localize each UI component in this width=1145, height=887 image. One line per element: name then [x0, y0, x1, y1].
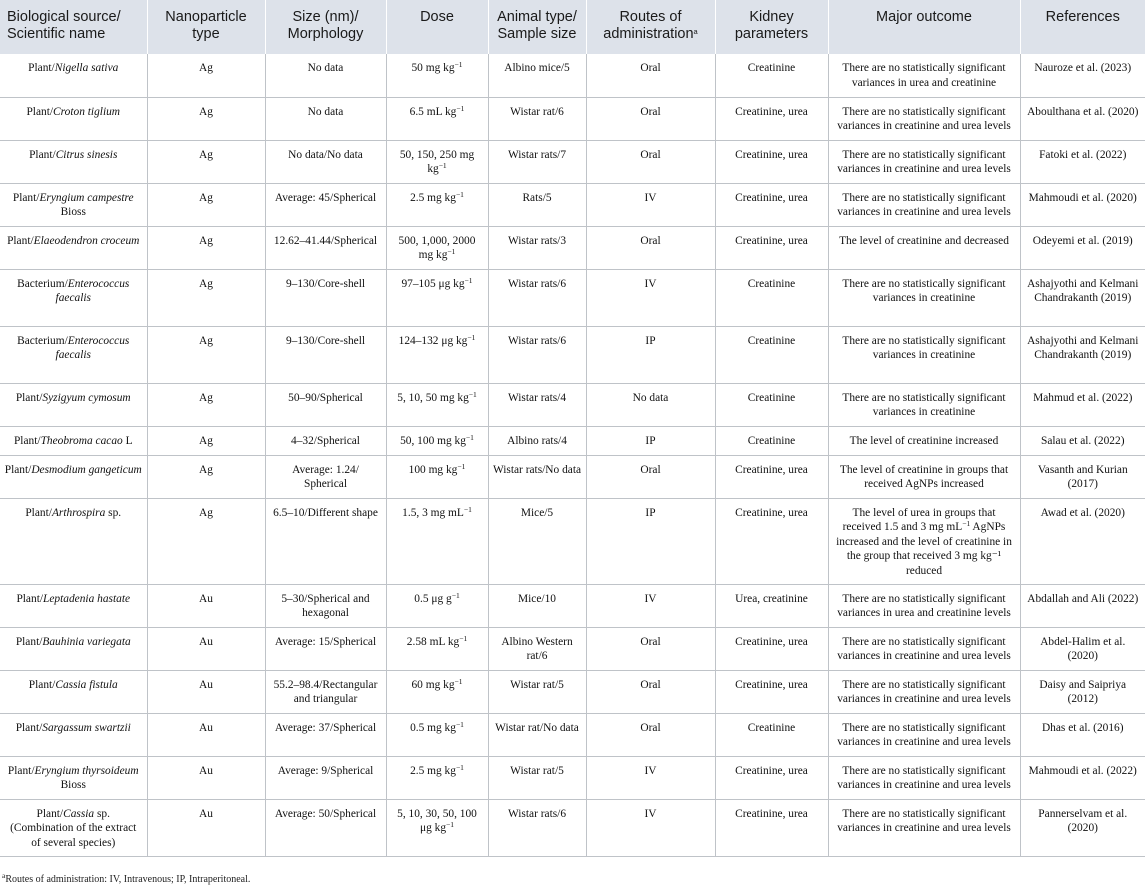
table-row [0, 584, 1145, 627]
outcome-text: The level of creatinine increased [849, 434, 999, 447]
cell-outcome [828, 383, 1020, 426]
dose-value: 6.5 mL kg [409, 105, 457, 118]
header-animal: Animal type/ Sample size [488, 0, 586, 54]
outcome-text: There are no statistically significant variances in creatinine and urea levels [837, 807, 1011, 834]
source-suffix: sp. (Combination of the extract of several species) [10, 807, 137, 849]
table-row [0, 713, 1145, 756]
cell-reference: Vasanth and Kurian (2017) [1020, 455, 1145, 498]
cell-outcome [828, 183, 1020, 226]
cell-animal: Wistar rats/No data [488, 455, 586, 498]
table-row [0, 226, 1145, 269]
dose-value: 50, 150, 250 mg kg [399, 148, 475, 175]
cell-dose [386, 226, 488, 269]
cell-outcome [828, 799, 1020, 856]
cell-source [0, 226, 147, 269]
cell-route: IV [586, 756, 715, 799]
source-scientific-name: Bauhinia variegata [42, 635, 131, 648]
source-prefix: Plant/ [16, 592, 44, 605]
cell-size: No data [265, 54, 386, 97]
header-kidney: Kidney parameters [715, 0, 828, 54]
source-prefix: Plant/ [28, 678, 56, 691]
cell-outcome [828, 269, 1020, 326]
dose-exponent: −1 [454, 60, 463, 69]
cell-route: IP [586, 498, 715, 584]
cell-type: Ag [147, 54, 265, 97]
dose-value: 500, 1,000, 2000 mg kg [398, 234, 476, 261]
source-scientific-name: Arthrospira [51, 506, 106, 519]
cell-outcome [828, 226, 1020, 269]
outcome-text: There are no statistically significant variances in creatinine and urea levels [837, 721, 1011, 748]
footnote-text: Routes of administration: IV, Intravenous; IP, Intraperitoneal. [5, 874, 251, 885]
cell-size: Average: 9/Spherical [265, 756, 386, 799]
cell-kidney: Creatinine [715, 326, 828, 383]
cell-kidney: Creatinine [715, 383, 828, 426]
cell-dose [386, 426, 488, 455]
table-row [0, 383, 1145, 426]
cell-source [0, 713, 147, 756]
outcome-text: There are no statistically significant variances in creatinine [842, 391, 1006, 418]
header-type: Nanoparticle type [147, 0, 265, 54]
table-row [0, 140, 1145, 183]
source-scientific-name: Croton tiglium [53, 105, 121, 118]
outcome-after: AgNPs increased and the level of creatinine in the group that received 3 mg kg⁻¹ reduced [836, 521, 1012, 577]
cell-animal: Wistar rats/7 [488, 140, 586, 183]
source-scientific-name: Enterococcus faecalis [55, 334, 130, 361]
cell-source [0, 183, 147, 226]
source-prefix: Plant/ [26, 105, 54, 118]
outcome-text: There are no statistically significant variances in creatinine and urea levels [837, 191, 1011, 218]
cell-route: Oral [586, 713, 715, 756]
cell-source [0, 455, 147, 498]
cell-route: IP [586, 426, 715, 455]
cell-kidney: Creatinine, urea [715, 226, 828, 269]
dose-value: 2.58 mL kg [406, 635, 460, 648]
cell-dose [386, 498, 488, 584]
cell-route: Oral [586, 97, 715, 140]
cell-kidney: Creatinine, urea [715, 183, 828, 226]
header-row [0, 0, 1145, 54]
cell-source [0, 97, 147, 140]
source-scientific-name: Citrus sinesis [55, 148, 118, 161]
cell-dose [386, 54, 488, 97]
source-scientific-name: Cassia fistula [55, 678, 118, 691]
header-dose: Dose [386, 0, 488, 54]
outcome-text: There are no statistically significant variances in creatinine and urea levels [837, 148, 1011, 175]
cell-animal: Rats/5 [488, 183, 586, 226]
source-suffix: Bioss [60, 779, 86, 791]
cell-reference: Abdel-Halim et al. (2020) [1020, 627, 1145, 670]
cell-animal: Wistar rat/6 [488, 97, 586, 140]
cell-reference: Aboulthana et al. (2020) [1020, 97, 1145, 140]
source-scientific-name: Eryngium thyrsoideum [34, 764, 139, 777]
outcome-exponent: −1 [962, 519, 971, 528]
cell-dose [386, 756, 488, 799]
cell-type: Au [147, 670, 265, 713]
header-routes-label: Routes of administration [603, 9, 694, 42]
header-source: Biological source/ Scientific name [0, 0, 147, 54]
cell-type: Ag [147, 226, 265, 269]
source-prefix: Plant/ [15, 721, 43, 734]
table-row [0, 670, 1145, 713]
cell-animal: Albino rats/4 [488, 426, 586, 455]
cell-source [0, 670, 147, 713]
cell-kidney: Creatinine, urea [715, 670, 828, 713]
cell-route: IV [586, 799, 715, 856]
cell-source [0, 54, 147, 97]
cell-type: Au [147, 627, 265, 670]
cell-outcome [828, 97, 1020, 140]
dose-exponent: −1 [464, 275, 473, 285]
outcome-text: There are no statistically significant variances in creatinine and urea levels [837, 635, 1011, 662]
dose-value: 2.5 mg kg [410, 764, 456, 777]
cell-outcome [828, 756, 1020, 799]
source-prefix: Plant/ [7, 764, 35, 777]
cell-source [0, 383, 147, 426]
cell-source [0, 799, 147, 856]
source-suffix: Bioss [60, 206, 86, 218]
header-routes [586, 0, 715, 54]
outcome-text: The level of creatinine and decreased [839, 234, 1009, 247]
cell-dose [386, 584, 488, 627]
cell-animal: Wistar rats/3 [488, 226, 586, 269]
table-row [0, 426, 1145, 455]
dose-exponent: −1 [455, 719, 464, 729]
source-prefix: Plant/ [13, 434, 41, 447]
dose-exponent: −1 [468, 389, 477, 399]
cell-route: No data [586, 383, 715, 426]
cell-dose [386, 97, 488, 140]
cell-size: Average: 50/Spherical [265, 799, 386, 856]
cell-route: Oral [586, 670, 715, 713]
header-size: Size (nm)/ Morphology [265, 0, 386, 54]
cell-dose [386, 455, 488, 498]
outcome-text: There are no statistically significant variances in creatinine and urea levels [837, 678, 1011, 705]
cell-source [0, 584, 147, 627]
cell-reference: Abdallah and Ali (2022) [1020, 584, 1145, 627]
cell-kidney: Creatinine, urea [715, 756, 828, 799]
cell-source [0, 326, 147, 383]
cell-reference: Ashajyothi and Kelmani Chandrakanth (2019) [1020, 326, 1145, 383]
cell-type: Ag [147, 97, 265, 140]
outcome-text: There are no statistically significant variances in creatinine and urea levels [837, 764, 1011, 791]
cell-source [0, 269, 147, 326]
outcome-text: There are no statistically significant variances in urea and creatinine levels [837, 592, 1011, 619]
source-prefix: Plant/ [7, 234, 34, 247]
cell-route: Oral [586, 140, 715, 183]
cell-type: Ag [147, 426, 265, 455]
dose-value: 100 mg kg [408, 463, 458, 476]
cell-dose [386, 326, 488, 383]
cell-size: No data [265, 97, 386, 140]
cell-route: Oral [586, 627, 715, 670]
cell-size: 50–90/Spherical [265, 383, 386, 426]
outcome-text: There are no statistically significant variances in creatinine [842, 334, 1006, 361]
outcome-text: There are no statistically significant variances in creatinine [842, 277, 1006, 304]
cell-source [0, 756, 147, 799]
cell-source [0, 426, 147, 455]
source-scientific-name: Sargassum swartzii [42, 721, 131, 734]
dose-value: 5, 10, 50 mg kg [397, 391, 469, 404]
table-row [0, 54, 1145, 97]
dose-exponent: −1 [457, 461, 466, 471]
source-prefix: Plant/ [25, 506, 52, 519]
cell-type: Ag [147, 269, 265, 326]
dose-value: 60 mg kg [411, 678, 455, 691]
cell-animal: Wistar rat/5 [488, 670, 586, 713]
dose-value: 50, 100 mg kg [400, 434, 466, 447]
table-row [0, 183, 1145, 226]
source-scientific-name: Eryngium campestre [39, 191, 134, 204]
cell-outcome [828, 455, 1020, 498]
cell-reference: Nauroze et al. (2023) [1020, 54, 1145, 97]
cell-type: Au [147, 713, 265, 756]
cell-outcome [828, 627, 1020, 670]
dose-value: 1.5, 3 mg mL [402, 506, 464, 519]
cell-dose [386, 140, 488, 183]
cell-source [0, 627, 147, 670]
cell-reference: Dhas et al. (2016) [1020, 713, 1145, 756]
table-row [0, 498, 1145, 584]
cell-reference: Pannerselvam et al. (2020) [1020, 799, 1145, 856]
cell-size: 6.5–10/Different shape [265, 498, 386, 584]
table-row [0, 97, 1145, 140]
table-row [0, 326, 1145, 383]
cell-route: Oral [586, 455, 715, 498]
cell-type: Ag [147, 183, 265, 226]
cell-outcome [828, 584, 1020, 627]
cell-kidney: Creatinine [715, 713, 828, 756]
source-scientific-name: Syzigyum cymosum [42, 391, 131, 404]
cell-type: Ag [147, 455, 265, 498]
cell-animal: Albino mice/5 [488, 54, 586, 97]
source-prefix: Bacterium/ [17, 277, 68, 290]
table-footnote [2, 871, 251, 885]
cell-size: 9–130/Core-shell [265, 269, 386, 326]
cell-reference: Odeyemi et al. (2019) [1020, 226, 1145, 269]
header-routes-marker: a [693, 27, 698, 36]
cell-size: No data/No data [265, 140, 386, 183]
dose-value: 5, 10, 30, 50, 100 μg kg [397, 807, 477, 834]
dose-exponent: −1 [446, 820, 455, 829]
cell-kidney: Urea, creatinine [715, 584, 828, 627]
cell-reference: Awad et al. (2020) [1020, 498, 1145, 584]
cell-dose [386, 383, 488, 426]
cell-type: Au [147, 584, 265, 627]
cell-reference: Mahmoudi et al. (2022) [1020, 756, 1145, 799]
cell-animal: Wistar rat/No data [488, 713, 586, 756]
cell-dose [386, 183, 488, 226]
cell-kidney: Creatinine, urea [715, 799, 828, 856]
cell-animal: Wistar rats/6 [488, 799, 586, 856]
cell-source [0, 498, 147, 584]
source-scientific-name: Enterococcus faecalis [55, 277, 130, 304]
cell-kidney: Creatinine [715, 426, 828, 455]
cell-size: 12.62–41.44/Spherical [265, 226, 386, 269]
cell-type: Ag [147, 383, 265, 426]
cell-outcome [828, 498, 1020, 584]
cell-size: 4–32/Spherical [265, 426, 386, 455]
dose-exponent: −1 [456, 103, 465, 113]
source-prefix: Plant/ [36, 807, 64, 820]
cell-dose [386, 713, 488, 756]
outcome-text: There are no statistically significant variances in urea and creatinine [842, 62, 1006, 89]
cell-kidney: Creatinine [715, 269, 828, 326]
cell-type: Ag [147, 326, 265, 383]
source-scientific-name: Desmodium gangeticum [31, 463, 142, 476]
source-prefix: Bacterium/ [17, 334, 68, 347]
table-row [0, 799, 1145, 856]
cell-kidney: Creatinine, urea [715, 498, 828, 584]
cell-dose [386, 670, 488, 713]
cell-animal: Mice/5 [488, 498, 586, 584]
cell-reference: Fatoki et al. (2022) [1020, 140, 1145, 183]
cell-kidney: Creatinine, urea [715, 455, 828, 498]
cell-outcome [828, 54, 1020, 97]
cell-route: IV [586, 183, 715, 226]
cell-reference: Ashajyothi and Kelmani Chandrakanth (2019) [1020, 269, 1145, 326]
cell-dose [386, 269, 488, 326]
cell-type: Au [147, 756, 265, 799]
cell-size: 5–30/Spherical and hexagonal [265, 584, 386, 627]
cell-size: 9–130/Core-shell [265, 326, 386, 383]
cell-animal: Wistar rat/5 [488, 756, 586, 799]
dose-exponent: −1 [465, 432, 474, 442]
cell-type: Ag [147, 498, 265, 584]
source-prefix: Plant/ [15, 391, 43, 404]
cell-kidney: Creatinine [715, 54, 828, 97]
cell-animal: Wistar rats/6 [488, 269, 586, 326]
cell-animal: Wistar rats/6 [488, 326, 586, 383]
table-row [0, 756, 1145, 799]
cell-size: Average: 37/Spherical [265, 713, 386, 756]
dose-value: 50 mg kg [411, 62, 455, 74]
cell-reference: Salau et al. (2022) [1020, 426, 1145, 455]
cell-dose [386, 627, 488, 670]
source-prefix: Plant/ [4, 463, 32, 476]
cell-size: 55.2–98.4/Rectangular and triangular [265, 670, 386, 713]
dose-value: 97–105 μg kg [401, 277, 465, 290]
cell-outcome [828, 426, 1020, 455]
dose-exponent: −1 [455, 762, 464, 772]
source-prefix: Plant/ [29, 148, 56, 161]
source-suffix: L [122, 434, 133, 447]
dose-value: 0.5 μg g [414, 592, 452, 605]
source-scientific-name: Cassia [63, 807, 95, 820]
header-outcome: Major outcome [828, 0, 1020, 54]
cell-outcome [828, 670, 1020, 713]
cell-size: Average: 15/Spherical [265, 627, 386, 670]
source-scientific-name: Leptadenia hastate [43, 592, 131, 605]
cell-route: IP [586, 326, 715, 383]
dose-exponent: −1 [438, 161, 447, 170]
cell-type: Ag [147, 140, 265, 183]
cell-size: Average: 1.24/ Spherical [265, 455, 386, 498]
footnote-marker: a [2, 871, 6, 880]
dose-exponent: −1 [463, 504, 472, 514]
outcome-text: There are no statistically significant variances in creatinine and urea levels [837, 105, 1011, 132]
cell-animal: Albino Western rat/6 [488, 627, 586, 670]
source-prefix: Plant/ [15, 635, 43, 648]
source-prefix: Plant/ [12, 191, 40, 204]
outcome-text: The level of urea in groups that received 1.5 and 3 mg mL [842, 506, 996, 533]
source-prefix: Plant/ [28, 62, 55, 74]
cell-outcome [828, 713, 1020, 756]
cell-type: Au [147, 799, 265, 856]
source-scientific-name: Theobroma cacao [40, 434, 123, 447]
dose-value: 2.5 mg kg [410, 191, 456, 204]
dose-exponent: −1 [455, 189, 464, 199]
cell-outcome [828, 140, 1020, 183]
cell-outcome [828, 326, 1020, 383]
cell-route: Oral [586, 226, 715, 269]
header-references: References [1020, 0, 1145, 54]
source-suffix: sp. [105, 506, 122, 519]
table-row [0, 269, 1145, 326]
table-row [0, 455, 1145, 498]
cell-source [0, 140, 147, 183]
cell-route: IV [586, 584, 715, 627]
cell-animal: Mice/10 [488, 584, 586, 627]
dose-exponent: −1 [467, 332, 476, 342]
cell-reference: Mahmoudi et al. (2020) [1020, 183, 1145, 226]
cell-kidney: Creatinine, urea [715, 627, 828, 670]
cell-route: IV [586, 269, 715, 326]
cell-route: Oral [586, 54, 715, 97]
table-row [0, 627, 1145, 670]
cell-reference: Mahmud et al. (2022) [1020, 383, 1145, 426]
cell-size: Average: 45/Spherical [265, 183, 386, 226]
cell-kidney: Creatinine, urea [715, 97, 828, 140]
cell-reference: Daisy and Saipriya (2012) [1020, 670, 1145, 713]
dose-exponent: −1 [447, 247, 456, 256]
cell-kidney: Creatinine, urea [715, 140, 828, 183]
dose-exponent: −1 [454, 676, 463, 686]
cell-dose [386, 799, 488, 856]
dose-exponent: −1 [459, 633, 468, 643]
cell-animal: Wistar rats/4 [488, 383, 586, 426]
source-scientific-name: Elaeodendron croceum [33, 234, 140, 247]
dose-value: 124–132 μg kg [398, 334, 468, 347]
source-scientific-name: Nigella sativa [54, 62, 119, 74]
dose-value: 0.5 mg kg [410, 721, 456, 734]
outcome-text: The level of creatinine in groups that received AgNPs increased [839, 463, 1009, 490]
dose-exponent: −1 [451, 590, 460, 600]
